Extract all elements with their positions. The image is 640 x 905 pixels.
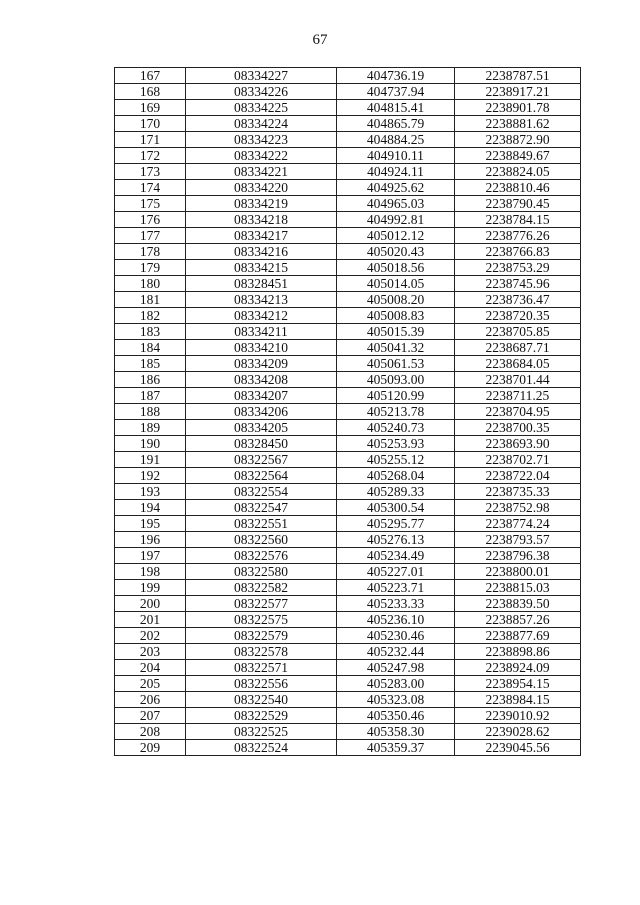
row-number-cell: 187 (115, 388, 186, 404)
y-coordinate-cell: 2238954.15 (455, 676, 581, 692)
point-id-cell: 08334207 (186, 388, 337, 404)
y-coordinate-cell: 2238766.83 (455, 244, 581, 260)
x-coordinate-cell: 404736.19 (337, 68, 455, 84)
row-number-cell: 198 (115, 564, 186, 580)
table-row (115, 692, 581, 708)
x-coordinate-cell: 405247.98 (337, 660, 455, 676)
x-coordinate-cell: 405350.46 (337, 708, 455, 724)
x-coordinate-cell: 405234.49 (337, 548, 455, 564)
y-coordinate-cell: 2238924.09 (455, 660, 581, 676)
x-coordinate-cell: 404992.81 (337, 212, 455, 228)
row-number-cell: 194 (115, 500, 186, 516)
row-number-cell: 201 (115, 612, 186, 628)
y-coordinate-cell: 2238752.98 (455, 500, 581, 516)
y-coordinate-cell: 2238815.03 (455, 580, 581, 596)
point-id-cell: 08322567 (186, 452, 337, 468)
x-coordinate-cell: 405093.00 (337, 372, 455, 388)
point-id-cell: 08334223 (186, 132, 337, 148)
table-row (115, 180, 581, 196)
x-coordinate-cell: 405289.33 (337, 484, 455, 500)
point-id-cell: 08334216 (186, 244, 337, 260)
y-coordinate-cell: 2238784.15 (455, 212, 581, 228)
row-number-cell: 185 (115, 356, 186, 372)
table-row (115, 740, 581, 756)
x-coordinate-cell: 404815.41 (337, 100, 455, 116)
point-id-cell: 08322560 (186, 532, 337, 548)
point-id-cell: 08334222 (186, 148, 337, 164)
y-coordinate-cell: 2238776.26 (455, 228, 581, 244)
point-id-cell: 08334227 (186, 68, 337, 84)
x-coordinate-cell: 405213.78 (337, 404, 455, 420)
x-coordinate-cell: 405012.12 (337, 228, 455, 244)
point-id-cell: 08322579 (186, 628, 337, 644)
point-id-cell: 08334221 (186, 164, 337, 180)
table-row (115, 708, 581, 724)
x-coordinate-cell: 405120.99 (337, 388, 455, 404)
x-coordinate-cell: 404884.25 (337, 132, 455, 148)
table-row (115, 564, 581, 580)
row-number-cell: 190 (115, 436, 186, 452)
y-coordinate-cell: 2238839.50 (455, 596, 581, 612)
x-coordinate-cell: 405230.46 (337, 628, 455, 644)
table-row (115, 292, 581, 308)
row-number-cell: 186 (115, 372, 186, 388)
y-coordinate-cell: 2238687.71 (455, 340, 581, 356)
point-id-cell: 08322576 (186, 548, 337, 564)
x-coordinate-cell: 405323.08 (337, 692, 455, 708)
x-coordinate-cell: 405227.01 (337, 564, 455, 580)
x-coordinate-cell: 405041.32 (337, 340, 455, 356)
point-id-cell: 08322529 (186, 708, 337, 724)
row-number-cell: 181 (115, 292, 186, 308)
table-row (115, 660, 581, 676)
y-coordinate-cell: 2238898.86 (455, 644, 581, 660)
x-coordinate-cell: 405232.44 (337, 644, 455, 660)
table-row (115, 388, 581, 404)
point-id-cell: 08334215 (186, 260, 337, 276)
page-number: 67 (312, 32, 328, 48)
row-number-cell: 176 (115, 212, 186, 228)
table-row (115, 116, 581, 132)
table-row (115, 212, 581, 228)
row-number-cell: 174 (115, 180, 186, 196)
point-id-cell: 08328451 (186, 276, 337, 292)
point-id-cell: 08322575 (186, 612, 337, 628)
y-coordinate-cell: 2238796.38 (455, 548, 581, 564)
y-coordinate-cell: 2238700.35 (455, 420, 581, 436)
row-number-cell: 179 (115, 260, 186, 276)
y-coordinate-cell: 2238849.67 (455, 148, 581, 164)
row-number-cell: 195 (115, 516, 186, 532)
table-row (115, 68, 581, 84)
x-coordinate-cell: 405300.54 (337, 500, 455, 516)
x-coordinate-cell: 405223.71 (337, 580, 455, 596)
x-coordinate-cell: 405240.73 (337, 420, 455, 436)
row-number-cell: 180 (115, 276, 186, 292)
table-row (115, 244, 581, 260)
table-row (115, 644, 581, 660)
point-id-cell: 08334226 (186, 84, 337, 100)
point-id-cell: 08334212 (186, 308, 337, 324)
row-number-cell: 202 (115, 628, 186, 644)
table-row (115, 100, 581, 116)
y-coordinate-cell: 2238704.95 (455, 404, 581, 420)
coordinates-table (114, 67, 581, 756)
table-row (115, 436, 581, 452)
y-coordinate-cell: 2238711.25 (455, 388, 581, 404)
x-coordinate-cell: 405253.93 (337, 436, 455, 452)
point-id-cell: 08322547 (186, 500, 337, 516)
row-number-cell: 183 (115, 324, 186, 340)
table-row (115, 500, 581, 516)
row-number-cell: 205 (115, 676, 186, 692)
table-row (115, 548, 581, 564)
row-number-cell: 192 (115, 468, 186, 484)
table-row (115, 308, 581, 324)
table-row (115, 260, 581, 276)
point-id-cell: 08322551 (186, 516, 337, 532)
point-id-cell: 08334217 (186, 228, 337, 244)
table-row (115, 132, 581, 148)
y-coordinate-cell: 2238872.90 (455, 132, 581, 148)
point-id-cell: 08334210 (186, 340, 337, 356)
table-row (115, 372, 581, 388)
table-row (115, 324, 581, 340)
table-row (115, 452, 581, 468)
y-coordinate-cell: 2239028.62 (455, 724, 581, 740)
y-coordinate-cell: 2238701.44 (455, 372, 581, 388)
y-coordinate-cell: 2238702.71 (455, 452, 581, 468)
point-id-cell: 08334211 (186, 324, 337, 340)
table-row (115, 196, 581, 212)
point-id-cell: 08334208 (186, 372, 337, 388)
row-number-cell: 209 (115, 740, 186, 756)
y-coordinate-cell: 2238735.33 (455, 484, 581, 500)
point-id-cell: 08322582 (186, 580, 337, 596)
y-coordinate-cell: 2238881.62 (455, 116, 581, 132)
row-number-cell: 204 (115, 660, 186, 676)
y-coordinate-cell: 2238720.35 (455, 308, 581, 324)
x-coordinate-cell: 405268.04 (337, 468, 455, 484)
point-id-cell: 08334218 (186, 212, 337, 228)
y-coordinate-cell: 2238810.46 (455, 180, 581, 196)
row-number-cell: 168 (115, 84, 186, 100)
point-id-cell: 08322580 (186, 564, 337, 580)
row-number-cell: 173 (115, 164, 186, 180)
x-coordinate-cell: 404865.79 (337, 116, 455, 132)
point-id-cell: 08334206 (186, 404, 337, 420)
point-id-cell: 08334225 (186, 100, 337, 116)
x-coordinate-cell: 405358.30 (337, 724, 455, 740)
row-number-cell: 193 (115, 484, 186, 500)
row-number-cell: 197 (115, 548, 186, 564)
x-coordinate-cell: 404925.62 (337, 180, 455, 196)
y-coordinate-cell: 2238793.57 (455, 532, 581, 548)
x-coordinate-cell: 405008.20 (337, 292, 455, 308)
point-id-cell: 08334219 (186, 196, 337, 212)
point-id-cell: 08322554 (186, 484, 337, 500)
x-coordinate-cell: 404924.11 (337, 164, 455, 180)
row-number-cell: 199 (115, 580, 186, 596)
row-number-cell: 203 (115, 644, 186, 660)
point-id-cell: 08322571 (186, 660, 337, 676)
table-row (115, 148, 581, 164)
row-number-cell: 184 (115, 340, 186, 356)
row-number-cell: 191 (115, 452, 186, 468)
x-coordinate-cell: 404737.94 (337, 84, 455, 100)
table-row (115, 532, 581, 548)
coordinates-table-body (115, 68, 581, 756)
row-number-cell: 175 (115, 196, 186, 212)
row-number-cell: 167 (115, 68, 186, 84)
x-coordinate-cell: 405233.33 (337, 596, 455, 612)
y-coordinate-cell: 2238917.21 (455, 84, 581, 100)
x-coordinate-cell: 405018.56 (337, 260, 455, 276)
point-id-cell: 08334213 (186, 292, 337, 308)
x-coordinate-cell: 405061.53 (337, 356, 455, 372)
y-coordinate-cell: 2238774.24 (455, 516, 581, 532)
y-coordinate-cell: 2238722.04 (455, 468, 581, 484)
table-row (115, 84, 581, 100)
row-number-cell: 172 (115, 148, 186, 164)
row-number-cell: 208 (115, 724, 186, 740)
x-coordinate-cell: 405020.43 (337, 244, 455, 260)
row-number-cell: 169 (115, 100, 186, 116)
point-id-cell: 08334220 (186, 180, 337, 196)
table-row (115, 676, 581, 692)
row-number-cell: 178 (115, 244, 186, 260)
row-number-cell: 170 (115, 116, 186, 132)
y-coordinate-cell: 2238736.47 (455, 292, 581, 308)
row-number-cell: 207 (115, 708, 186, 724)
y-coordinate-cell: 2238787.51 (455, 68, 581, 84)
table-row (115, 628, 581, 644)
table-row (115, 580, 581, 596)
x-coordinate-cell: 405015.39 (337, 324, 455, 340)
table-row (115, 276, 581, 292)
point-id-cell: 08322556 (186, 676, 337, 692)
point-id-cell: 08328450 (186, 436, 337, 452)
point-id-cell: 08322540 (186, 692, 337, 708)
table-row (115, 404, 581, 420)
point-id-cell: 08322564 (186, 468, 337, 484)
y-coordinate-cell: 2238800.01 (455, 564, 581, 580)
y-coordinate-cell: 2238877.69 (455, 628, 581, 644)
point-id-cell: 08322525 (186, 724, 337, 740)
table-row (115, 612, 581, 628)
y-coordinate-cell: 2238753.29 (455, 260, 581, 276)
table-row (115, 468, 581, 484)
point-id-cell: 08334224 (186, 116, 337, 132)
x-coordinate-cell: 405359.37 (337, 740, 455, 756)
point-id-cell: 08322524 (186, 740, 337, 756)
x-coordinate-cell: 405276.13 (337, 532, 455, 548)
row-number-cell: 177 (115, 228, 186, 244)
x-coordinate-cell: 404965.03 (337, 196, 455, 212)
y-coordinate-cell: 2238857.26 (455, 612, 581, 628)
y-coordinate-cell: 2239010.92 (455, 708, 581, 724)
table-row (115, 340, 581, 356)
point-id-cell: 08322577 (186, 596, 337, 612)
point-id-cell: 08334205 (186, 420, 337, 436)
table-row (115, 228, 581, 244)
y-coordinate-cell: 2238824.05 (455, 164, 581, 180)
y-coordinate-cell: 2238901.78 (455, 100, 581, 116)
row-number-cell: 182 (115, 308, 186, 324)
row-number-cell: 188 (115, 404, 186, 420)
row-number-cell: 196 (115, 532, 186, 548)
x-coordinate-cell: 405255.12 (337, 452, 455, 468)
y-coordinate-cell: 2239045.56 (455, 740, 581, 756)
y-coordinate-cell: 2238693.90 (455, 436, 581, 452)
y-coordinate-cell: 2238790.45 (455, 196, 581, 212)
x-coordinate-cell: 404910.11 (337, 148, 455, 164)
table-row (115, 596, 581, 612)
y-coordinate-cell: 2238745.96 (455, 276, 581, 292)
x-coordinate-cell: 405014.05 (337, 276, 455, 292)
row-number-cell: 189 (115, 420, 186, 436)
y-coordinate-cell: 2238984.15 (455, 692, 581, 708)
x-coordinate-cell: 405283.00 (337, 676, 455, 692)
table-row (115, 724, 581, 740)
table-row (115, 356, 581, 372)
table-row (115, 420, 581, 436)
x-coordinate-cell: 405295.77 (337, 516, 455, 532)
x-coordinate-cell: 405008.83 (337, 308, 455, 324)
table-row (115, 164, 581, 180)
table-row (115, 484, 581, 500)
y-coordinate-cell: 2238684.05 (455, 356, 581, 372)
point-id-cell: 08322578 (186, 644, 337, 660)
point-id-cell: 08334209 (186, 356, 337, 372)
row-number-cell: 200 (115, 596, 186, 612)
row-number-cell: 206 (115, 692, 186, 708)
row-number-cell: 171 (115, 132, 186, 148)
x-coordinate-cell: 405236.10 (337, 612, 455, 628)
y-coordinate-cell: 2238705.85 (455, 324, 581, 340)
table-row (115, 516, 581, 532)
